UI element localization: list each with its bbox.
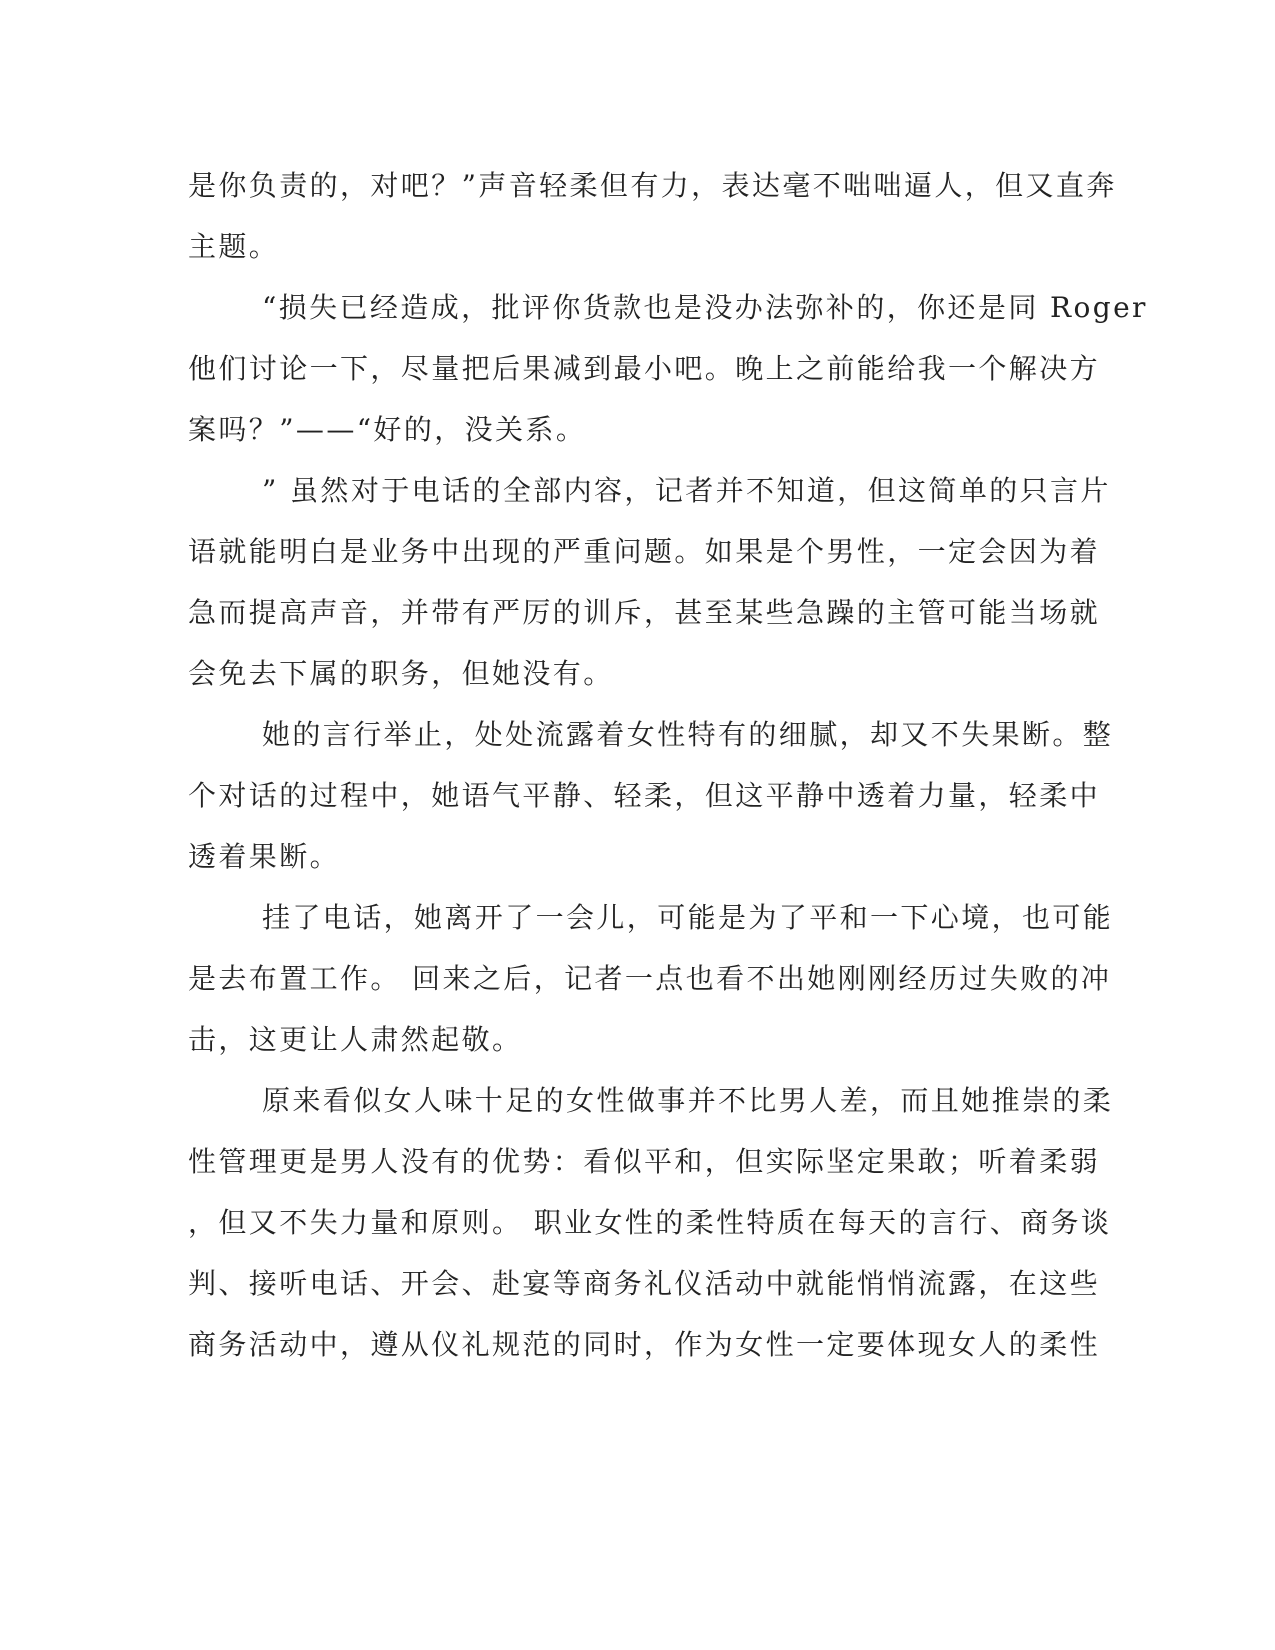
- text-line: 商务活动中，遵从仪礼规范的同时，作为女性一定要体现女人的柔性: [188, 1328, 1101, 1361]
- text-line: ” 虽然对于电话的全部内容，记者并不知道，但这简单的只言片: [262, 474, 1111, 507]
- text-line: 挂了电话，她离开了一会儿，可能是为了平和一下心境，也可能: [262, 901, 1114, 934]
- text-line: 是你负责的，对吧？”声音轻柔但有力，表达毫不咄咄逼人，但又直奔: [188, 169, 1117, 202]
- text-line: 透着果断。: [188, 840, 341, 873]
- text-line: 主题。: [188, 230, 280, 263]
- text-line: 语就能明白是业务中出现的严重问题。如果是个男性，一定会因为着: [188, 535, 1101, 568]
- text-line: 是去布置工作。 回来之后，记者一点也看不出她刚刚经历过失败的冲: [188, 962, 1112, 995]
- text-line: 会免去下属的职务，但她没有。: [188, 657, 614, 690]
- text-line: 原来看似女人味十足的女性做事并不比男人差，而且她推崇的柔: [262, 1084, 1114, 1117]
- text-line: 他们讨论一下，尽量把后果减到最小吧。晚上之前能给我一个解决方: [188, 352, 1101, 385]
- body-text: [188, 155, 1148, 1375]
- text-line: 个对话的过程中，她语气平静、轻柔，但这平静中透着力量，轻柔中: [188, 779, 1101, 812]
- text-line: 击，这更让人肃然起敬。: [188, 1023, 523, 1056]
- text-line: ，但又不失力量和原则。 职业女性的柔性特质在每天的言行、商务谈: [188, 1206, 1112, 1239]
- text-line: “损失已经造成，批评你货款也是没办法弥补的，你还是同 Roger: [262, 291, 1148, 324]
- text-line: 性管理更是男人没有的优势：看似平和，但实际坚定果敢；听着柔弱: [188, 1145, 1101, 1178]
- text-line: 判、接听电话、开会、赴宴等商务礼仪活动中就能悄悄流露，在这些: [188, 1267, 1101, 1300]
- text-line: 她的言行举止，处处流露着女性特有的细腻，却又不失果断。整: [262, 718, 1114, 751]
- text-line: 案吗？”——“好的，没关系。: [188, 413, 587, 446]
- text-line: 急而提高声音，并带有严厉的训斥，甚至某些急躁的主管可能当场就: [188, 596, 1101, 629]
